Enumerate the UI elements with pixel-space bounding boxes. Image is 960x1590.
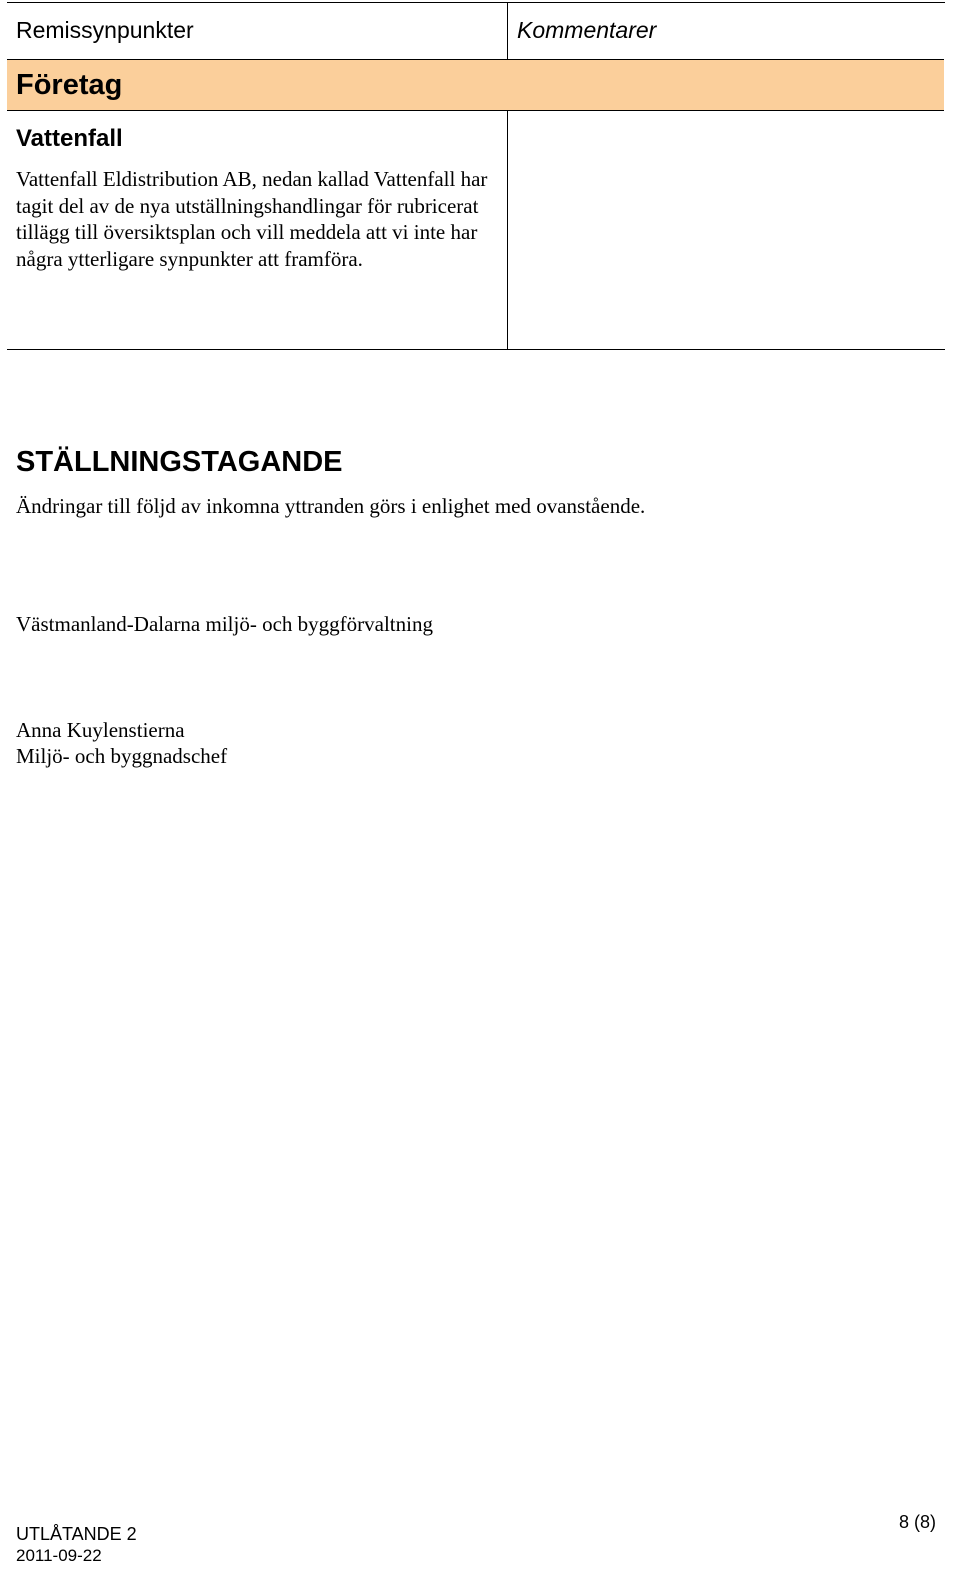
column-divider (507, 3, 508, 349)
footer-document-type: UTLÅTANDE 2 (16, 1524, 137, 1544)
remiss-table (7, 2, 945, 350)
organization-comment: Vattenfall Eldistribution AB, nedan kallad Vattenfall har tagit del av de nya utställningshandlingar för rubricerat tillägg till översiktsplan och vill meddela att vi inte har några ytterligare synpunkter att framföra. (16, 167, 488, 271)
section-text: Ändringar till följd av inkomna yttranden görs i enlighet med ovanstående. (16, 494, 646, 518)
page-number: 8 (8) (898, 1512, 936, 1532)
signer-name: Anna Kuylenstierna (16, 718, 185, 742)
category-title: Företag (16, 69, 123, 101)
header-remissynpunkter: Remissynpunkter (16, 17, 194, 43)
section-heading: STÄLLNINGSTAGANDE (16, 446, 343, 478)
footer-date: 2011-09-22 (16, 1546, 102, 1565)
category-row (7, 59, 944, 111)
signer-title: Miljö- och byggnadschef (16, 744, 228, 768)
authority-name: Västmanland-Dalarna miljö- och byggförvaltning (16, 612, 433, 636)
organization-name: Vattenfall (16, 125, 123, 152)
header-kommentarer: Kommentarer (517, 17, 657, 43)
